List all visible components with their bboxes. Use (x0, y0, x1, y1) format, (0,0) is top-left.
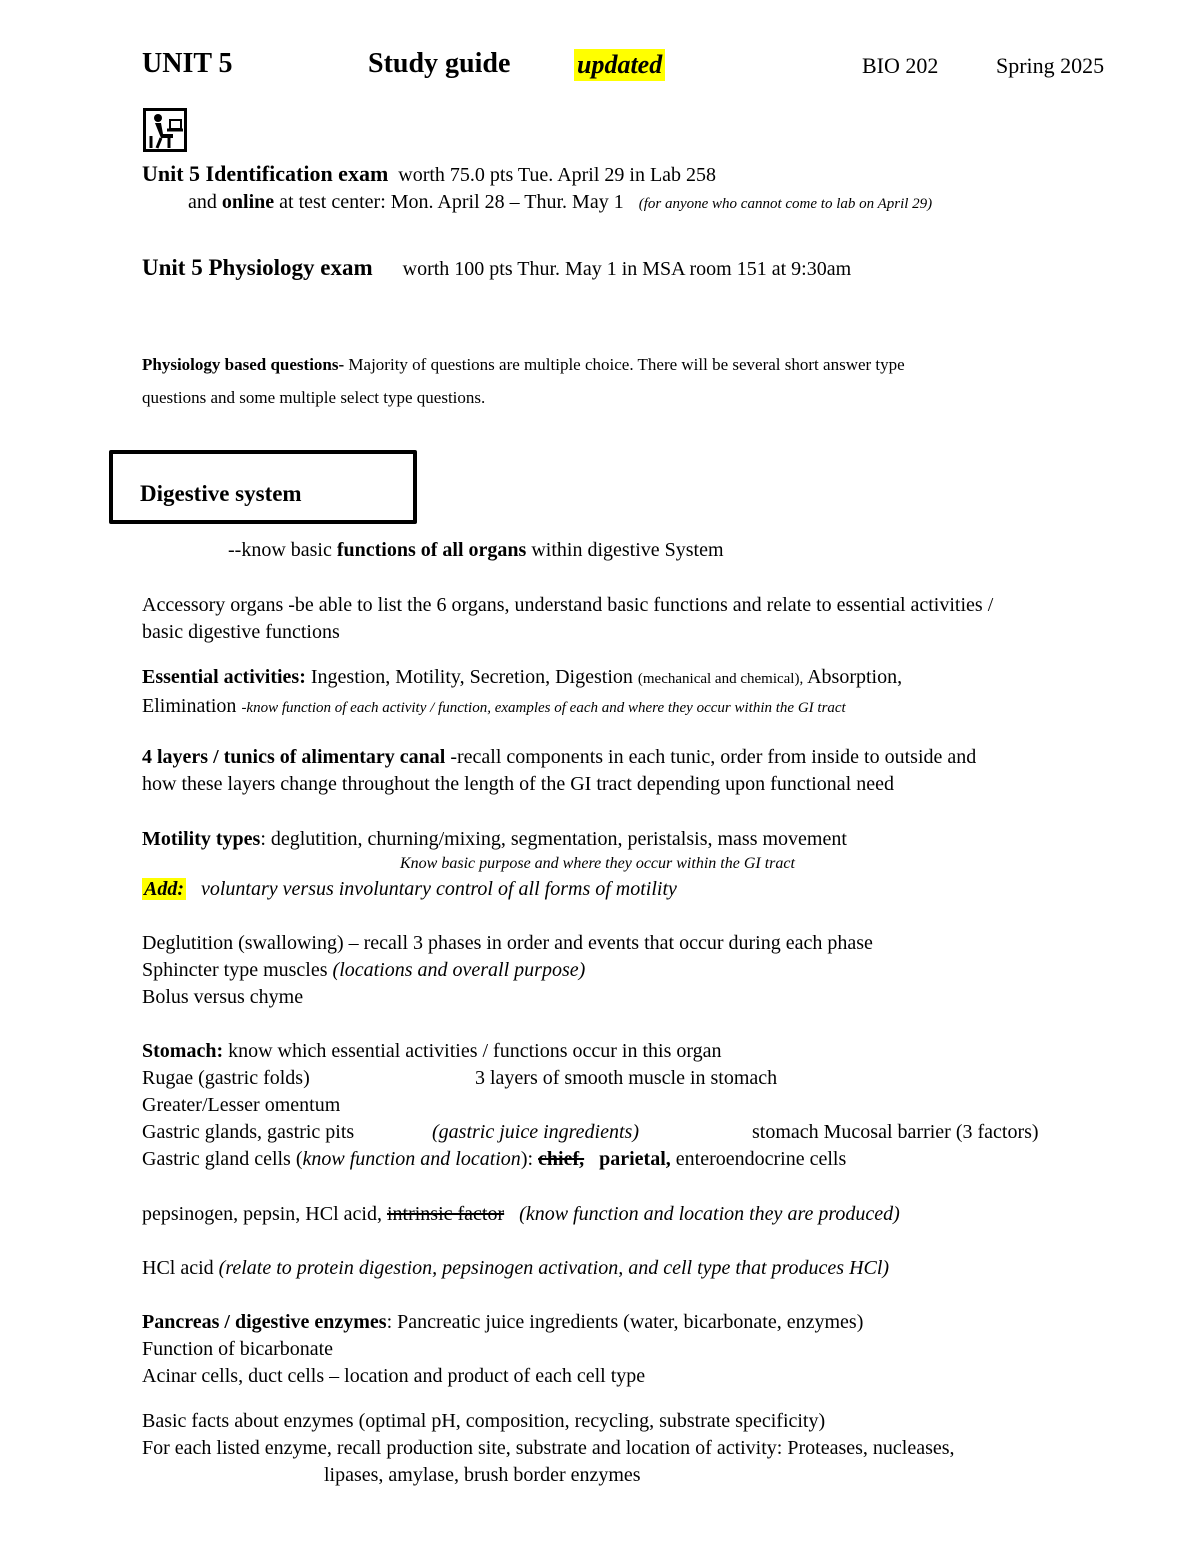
rugae-line (142, 1065, 1162, 1092)
gland-cells-line (142, 1146, 1162, 1173)
study-guide-title: Study guide (368, 48, 511, 79)
enteroendocrine: enteroendocrine cells (670, 1148, 847, 1170)
phys-exam-details: worth 100 pts Thur. May 1 in MSA room 151 at 9:30am (402, 258, 852, 280)
hcl-line (142, 1255, 1162, 1282)
accessory-line-2: basic digestive functions (142, 621, 340, 643)
glands-line (142, 1119, 1162, 1146)
enzymes-line-1: Basic facts about enzymes (optimal pH, composition, recycling, substrate specificity) (142, 1410, 826, 1432)
questions-label: Physiology based questions- (142, 355, 345, 374)
organs-post: within digestive System (526, 539, 724, 561)
questions-text-1: Majority of questions are multiple choice. There will be several short answer type (344, 355, 905, 374)
organs-pre: --know basic (228, 539, 337, 561)
rugae: Rugae (gastric folds) (142, 1067, 310, 1089)
id-exam-note: (for anyone who cannot come to lab on April 29) (638, 196, 933, 212)
section-title: Digestive system (140, 481, 302, 506)
acinar-line: Acinar cells, duct cells – location and product of each cell type (142, 1365, 646, 1387)
pancreas-text: : Pancreatic juice ingredients (water, bicarbonate, enzymes) (386, 1311, 864, 1333)
questions-text-2: questions and some multiple select type questions. (142, 388, 486, 407)
elimination: Elimination (142, 695, 242, 717)
bolus-line: Bolus versus chyme (142, 986, 304, 1008)
stomach-text: know which essential activities / functions occur in this organ (223, 1040, 722, 1062)
layers-label: 4 layers / tunics of alimentary canal (142, 746, 446, 768)
intrinsic-factor: intrinsic factor (386, 1203, 505, 1225)
phys-exam-title: Unit 5 Physiology exam (142, 255, 373, 280)
essential-small: (mechanical and chemical), (637, 671, 804, 687)
parietal-cells: parietal, (599, 1148, 671, 1170)
id-exam-line (142, 160, 1162, 189)
add-badge: Add: (144, 878, 184, 900)
gland-cells-colon: ): (520, 1148, 539, 1170)
questions-line-1 (142, 348, 1162, 381)
gastric-glands: Gastric glands, gastric pits (142, 1121, 355, 1143)
deglutition-line: Deglutition (swallowing) – recall 3 phases in order and events that occur during each phase (142, 932, 873, 954)
id-exam-details: worth 75.0 pts Tue. April 29 in Lab 258 (398, 164, 717, 186)
mucosal-barrier: stomach Mucosal barrier (3 factors) (752, 1121, 1039, 1143)
layers-text-1: -recall components in each tunic, order from inside to outside and (445, 746, 977, 768)
essential-line-1 (142, 664, 1162, 693)
id-exam-title: Unit 5 Identification exam (142, 161, 389, 186)
add-text: voluntary versus involuntary control of all forms of motility (201, 878, 677, 900)
motility-label: Motility types (142, 828, 261, 850)
id-exam-and: and (188, 191, 222, 213)
person-at-computer-icon (143, 108, 187, 152)
omentum-line: Greater/Lesser omentum (142, 1094, 341, 1116)
essential-note: -know function of each activity / function, examples of each and where they occur within the GI tract (241, 700, 846, 716)
motility-line-1 (142, 826, 1162, 853)
organs-bold: functions of all organs (336, 539, 527, 561)
updated-badge: updated (574, 49, 665, 81)
essential-label: Essential activities: (142, 666, 306, 688)
essential-end: Absorption, (803, 666, 903, 688)
course-code: BIO 202 (862, 53, 939, 78)
motility-note: Know basic purpose and where they occur within the GI tract (400, 855, 795, 872)
accessory-line-1: Accessory organs -be able to list the 6 organs, understand basic functions and relate to essential activities / (142, 594, 994, 616)
pepsin-text: pepsinogen, pepsin, HCl acid, (142, 1203, 387, 1225)
essential-text: Ingestion, Motility, Secretion, Digestion (305, 666, 638, 688)
sphincter-line (142, 957, 1162, 984)
motility-add-line (142, 876, 1162, 903)
id-exam-online-dates: at test center: Mon. April 28 – Thur. May 1 (274, 191, 624, 213)
sphincter-text: Sphincter type muscles (142, 959, 333, 981)
layers-line-2: how these layers change throughout the length of the GI tract depending upon functional need (142, 773, 894, 795)
id-exam-online: online (221, 191, 275, 213)
hcl-text: HCl acid (142, 1257, 219, 1279)
id-exam-online-line (142, 189, 1162, 218)
smooth-muscle: 3 layers of smooth muscle in stomach (475, 1067, 778, 1089)
pancreas-line-1 (142, 1309, 1162, 1336)
motility-text: : deglutition, churning/mixing, segmentation, peristalsis, mass movement (260, 828, 847, 850)
pepsin-line (142, 1201, 1162, 1228)
chief-cells: chief, (538, 1148, 585, 1170)
gland-cells-pre: Gastric gland cells ( (142, 1148, 303, 1170)
stomach-line-1 (142, 1038, 1162, 1065)
essential-line-2 (142, 693, 1162, 722)
enzymes-line-2: For each listed enzyme, recall production site, substrate and location of activity: Proteases, nucleases, (142, 1437, 955, 1459)
organs-line (228, 537, 1200, 564)
unit-title: UNIT 5 (142, 48, 233, 79)
pepsin-note: (know function and location they are produced) (519, 1203, 900, 1225)
pancreas-label: Pancreas / digestive enzymes (142, 1311, 387, 1333)
gland-cells-note: know function and location (302, 1148, 521, 1170)
enzymes-line-3: lipases, amylase, brush border enzymes (324, 1464, 641, 1486)
stomach-label: Stomach: (142, 1040, 224, 1062)
phys-exam-line (142, 254, 1162, 283)
sphincter-note: (locations and overall purpose) (332, 959, 586, 981)
term: Spring 2025 (996, 53, 1105, 78)
gastric-juice-note: (gastric juice ingredients) (432, 1121, 639, 1143)
bicarbonate-line: Function of bicarbonate (142, 1338, 334, 1360)
layers-line-1 (142, 744, 1162, 771)
hcl-note: (relate to protein digestion, pepsinogen activation, and cell type that produces HCl) (218, 1257, 890, 1279)
